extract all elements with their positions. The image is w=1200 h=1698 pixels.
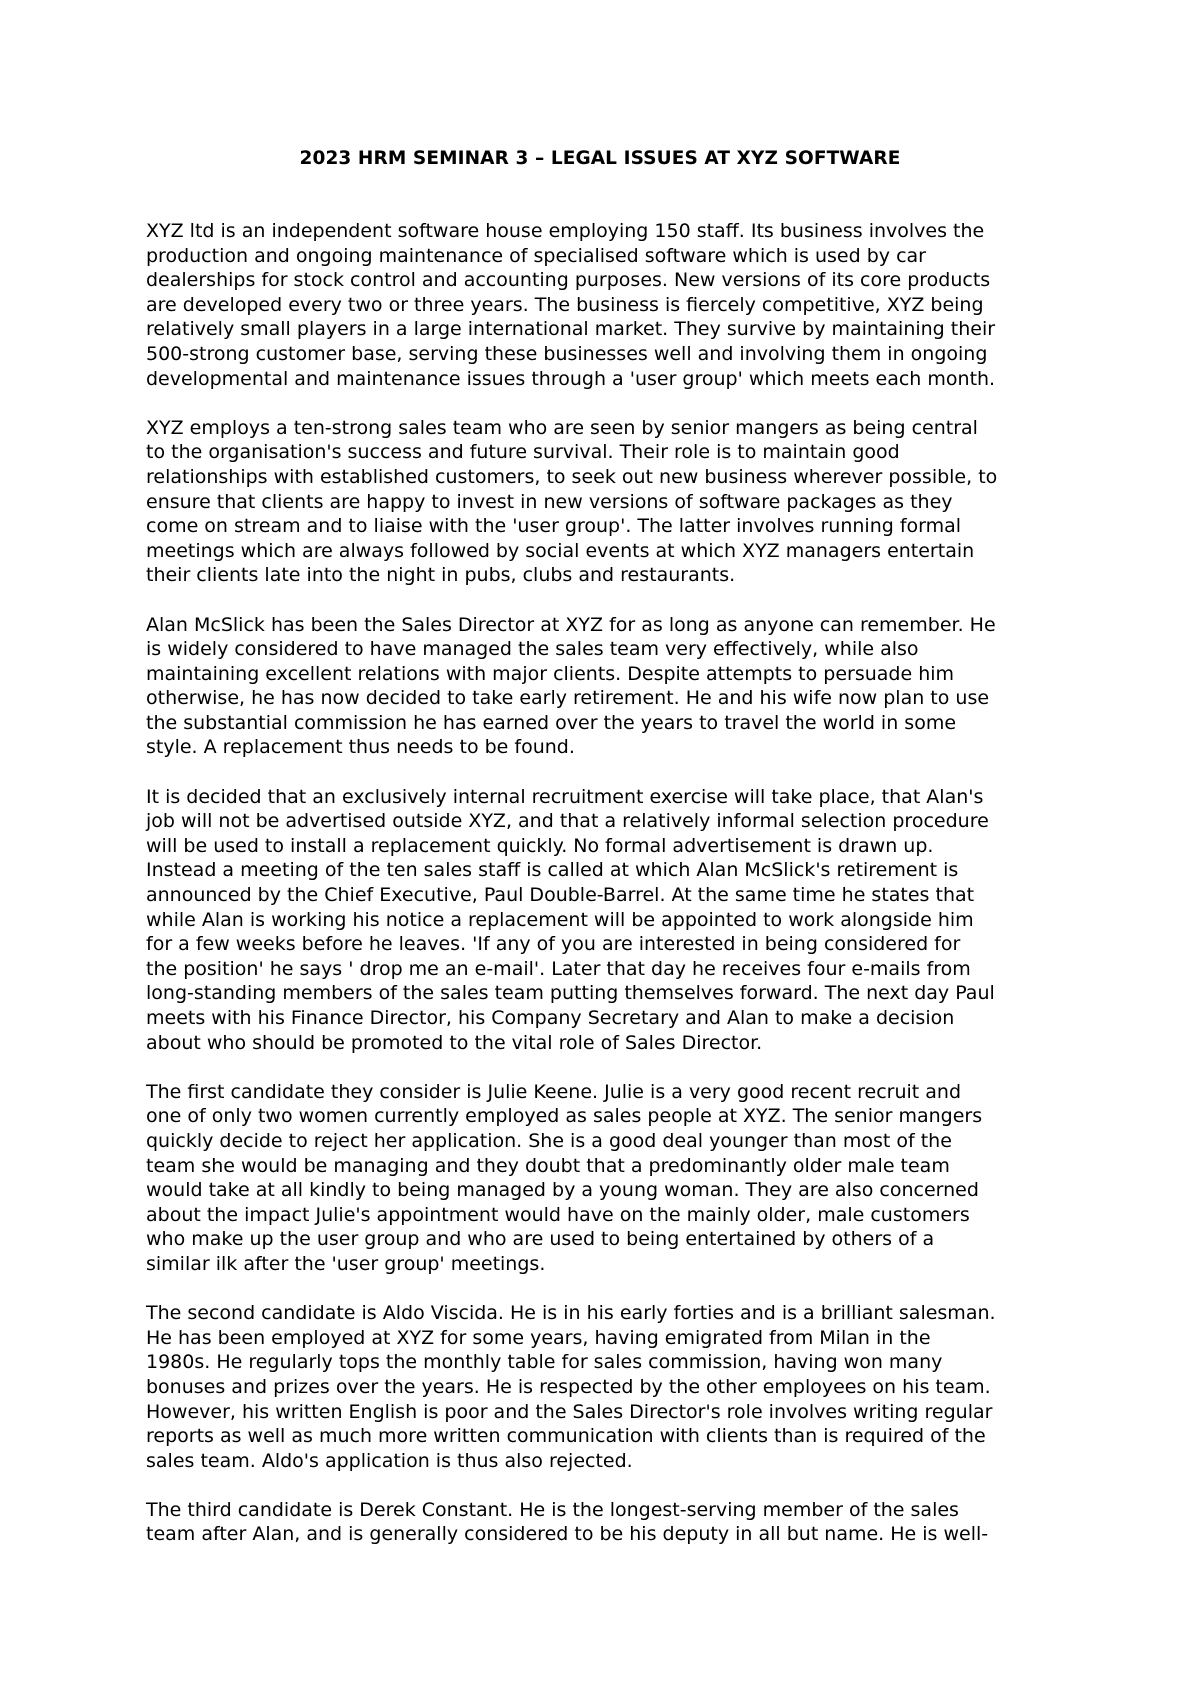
- text-line: maintaining excellent relations with major clients. Despite attempts to persuade him: [146, 662, 955, 685]
- text-line: ensure that clients are happy to invest in new versions of software packages as they: [146, 490, 953, 513]
- text-line: who make up the user group and who are used to being entertained by others of a: [146, 1228, 935, 1251]
- paragraph: [146, 1301, 1096, 1473]
- text-line: The second candidate is Aldo Viscida. He is in his early forties and is a brilliant salesman.: [146, 1302, 996, 1325]
- text-line: long-standing members of the sales team putting themselves forward. The next day Paul: [146, 982, 995, 1005]
- text-line: developmental and maintenance issues through a 'user group' which meets each month.: [146, 367, 996, 390]
- text-line: meets with his Finance Director, his Company Secretary and Alan to make a decision: [146, 1007, 955, 1029]
- text-line: Alan McSlick has been the Sales Director at XYZ for as long as anyone can remember. He: [146, 613, 996, 636]
- text-line: It is decided that an exclusively internal recruitment exercise will take place, that Alan's: [146, 785, 984, 808]
- text-line: otherwise, he has now decided to take early retirement. He and his wife now plan to use: [146, 687, 990, 710]
- text-line: Instead a meeting of the ten sales staff is called at which Alan McSlick's retirement is: [146, 859, 959, 882]
- text-line: team after Alan, and is generally considered to be his deputy in all but name. He is well-: [146, 1523, 989, 1546]
- text-line: team she would be managing and they doubt that a predominantly older male team: [146, 1154, 950, 1177]
- text-line: would take at all kindly to being managed by a young woman. They are also concerned: [146, 1179, 979, 1202]
- text-line: bonuses and prizes over the years. He is respected by the other employees on his team.: [146, 1375, 991, 1398]
- text-line: job will not be advertised outside XYZ, and that a relatively informal selection procedure: [146, 810, 989, 833]
- text-line: about the impact Julie's appointment would have on the mainly older, male customers: [146, 1203, 970, 1226]
- text-line: However, his written English is poor and the Sales Director's role involves writing regular: [146, 1400, 993, 1423]
- text-line: production and ongoing maintenance of specialised software which is used by car: [146, 244, 926, 267]
- text-line: the substantial commission he has earned over the years to travel the world in some: [146, 711, 957, 734]
- paragraph: [146, 613, 1096, 761]
- text-line: to the organisation's success and future survival. Their role is to maintain good: [146, 441, 900, 464]
- text-line: announced by the Chief Executive, Paul Double-Barrel. At the same time he states that: [146, 884, 975, 907]
- document-title: 2023 HRM SEMINAR 3 – LEGAL ISSUES AT XYZ SOFTWARE: [299, 148, 901, 169]
- text-line: come on stream and to liaise with the 'user group'. The latter involves running formal: [146, 515, 962, 538]
- paragraph: [146, 416, 1096, 588]
- paragraph: [146, 785, 1096, 1056]
- text-line: about who should be promoted to the vital role of Sales Director.: [146, 1031, 763, 1054]
- text-line: is widely considered to have managed the sales team very effectively, while also: [146, 638, 919, 661]
- text-line: their clients late into the night in pubs, clubs and restaurants.: [146, 564, 736, 587]
- text-line: The third candidate is Derek Constant. He is the longest-serving member of the sales: [146, 1498, 959, 1521]
- text-line: while Alan is working his notice a replacement will be appointed to work alongside him: [146, 908, 974, 931]
- text-line: He has been employed at XYZ for some years, having emigrated from Milan in the: [146, 1326, 931, 1349]
- text-line: one of only two women currently employed as sales people at XYZ. The senior mangers: [146, 1105, 983, 1128]
- text-line: The first candidate they consider is Julie Keene. Julie is a very good recent recruit and: [146, 1080, 962, 1103]
- text-line: similar ilk after the 'user group' meetings.: [146, 1252, 546, 1275]
- text-line: XYZ ltd is an independent software house employing 150 staff. Its business involves the: [146, 220, 985, 242]
- text-line: style. A replacement thus needs to be found.: [146, 736, 575, 759]
- text-line: the position' he says ' drop me an e-mail'. Later that day he receives four e-mails from: [146, 957, 971, 980]
- text-line: reports as well as much more written communication with clients than is required of the: [146, 1425, 986, 1448]
- text-line: for a few weeks before he leaves. 'If any of you are interested in being considered for: [146, 933, 961, 956]
- text-line: are developed every two or three years. The business is fiercely competitive, XYZ being: [146, 293, 984, 316]
- document-body: [146, 219, 1096, 1572]
- paragraph: [146, 1498, 1096, 1547]
- text-line: sales team. Aldo's application is thus also rejected.: [146, 1449, 633, 1472]
- text-line: meetings which are always followed by social events at which XYZ managers entertain: [146, 539, 975, 562]
- text-line: relatively small players in a large international market. They survive by maintaining their: [146, 318, 996, 341]
- text-line: relationships with established customers, to seek out new business wherever possible, to: [146, 465, 998, 488]
- text-line: 1980s. He regularly tops the monthly table for sales commission, having won many: [146, 1351, 943, 1374]
- paragraph: [146, 219, 1096, 391]
- text-line: 500-strong customer base, serving these businesses well and involving them in ongoing: [146, 342, 988, 365]
- paragraph: [146, 1080, 1096, 1277]
- text-line: quickly decide to reject her application. She is a good deal younger than most of the: [146, 1129, 952, 1152]
- text-line: will be used to install a replacement quickly. No formal advertisement is drawn up.: [146, 834, 934, 857]
- text-line: dealerships for stock control and accounting purposes. New versions of its core products: [146, 269, 991, 292]
- text-line: XYZ employs a ten-strong sales team who are seen by senior mangers as being central: [146, 416, 978, 439]
